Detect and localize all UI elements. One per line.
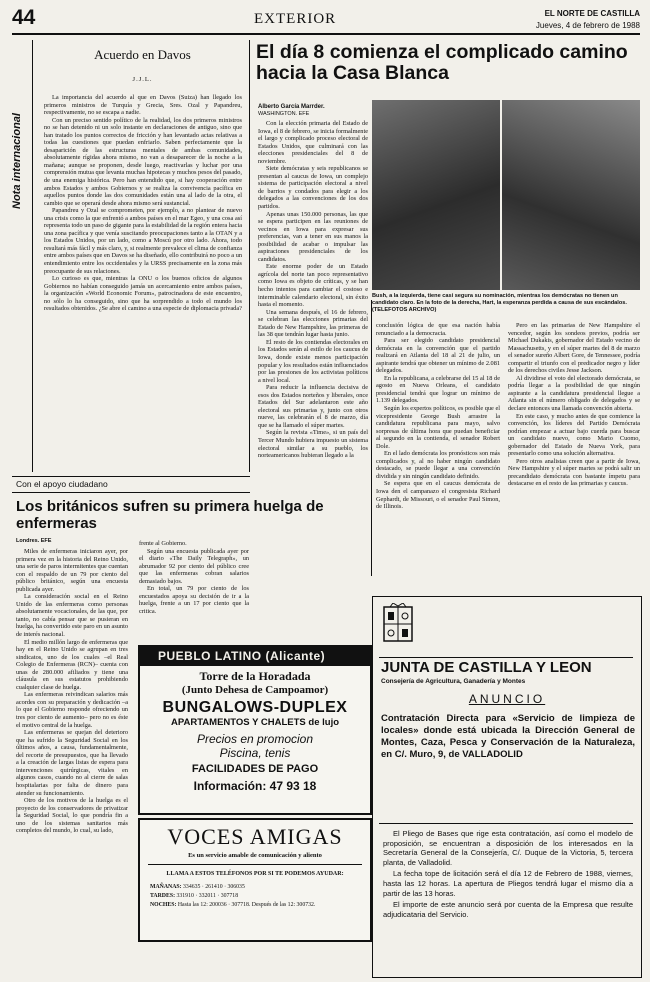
newspaper-name: EL NORTE DE CASTILLA	[544, 9, 640, 18]
pueblo-line7: FACILIDADES DE PAGO	[191, 763, 319, 775]
strike-paragraph: En total, un 79 por ciento de los encuestados apoya su decisión de ir a la huelga, frente a un 17 por ciento que la critica.	[139, 585, 249, 615]
pueblo-latino-ad	[138, 645, 372, 815]
sidebar-rule	[32, 40, 33, 472]
main-paragraph: Para ser elegido candidato presidencial demócrata en la convención que el partido realizará en Atlanta del 18 al 21 de julio, un aspirante tendrá que obtener un mínimo de 2.081 delegados.	[376, 337, 500, 375]
photo-caption: Bush, a la izquierda, tiene casi segura su nominación, mientras los demócratas no tienen un candidato claro. En la foto de la derecha, Hart, la esperanza perdida a causa de sus escándalos. (TELEFOTOS ARCHIVO)	[372, 293, 627, 313]
main-paragraph: Para reducir la influencia decisiva de esos dos Estados norteños y liberales, once Estados del Sur adelantaron este año electoral sus primarias y, junto con otros nueve, las celebrarán el 8 de marzo, día que se ha llamado el súper martes.	[258, 384, 368, 429]
main-paragraph: Con la elección primaria del Estado de Iowa, el 8 de febrero, se inicia formalmente el largo y complicado proceso electoral de Estados Unidos, que culminará con las elecciones presidenciales del 8 de noviembre.	[258, 120, 368, 165]
main-headline: El día 8 comienza el complicado camino hacia la Casa Blanca	[256, 41, 628, 84]
strike-paragraph: frente al Gobierno.	[139, 540, 187, 547]
main-paragraph: Al dividirse el voto del electorado demócrata, se podría llegar a la posibilidad de que ningún aspirante a la candidatura presidencial llegue a Atlanta sin el número obligado de delegados y se declare entonces una llamada convención abierta.	[508, 374, 640, 413]
junta-title: JUNTA DE CASTILLA Y LEON	[381, 659, 592, 676]
main-paragraph: Según la revista «Time», si un país del Tercer Mundo hubiera impuesto un sistema electoral similar a su pueblo, los norteamericanos hubieran llegado a la	[258, 429, 368, 460]
strike-kicker: Con el apoyo ciudadano	[16, 479, 108, 489]
junta-lead: Contratación Directa para «Servicio de limpieza de locales» donde está ubicada la Dirección General de Montes, Caza, Pesca y Conservación de la Naturaleza, en C/. Muro, 9, de VALLADOLID	[381, 713, 635, 760]
voces-amigas-ad	[138, 818, 372, 942]
pueblo-line2: (Junto Dehesa de Campoamor)	[181, 684, 329, 696]
column-paragraph: Papandreu y Ozal se comprometen, por ejemplo, a no plantear de nuevo una crisis como la que enfrentó a ambos países en el mar Egeo, y una cosa así representa todo un paso de gigante para la estabilidad de la región entera hacia una zona pacífica y que venía suscitando preocupaciones tanto a la OTAN y a los Estados Unidos, por un lado, como a Moscú por otro lado. Ahora, todo resultará más fácil y más claro, y, si realmente prevalece el clima de confianza entre ambos países que en Davos se ha diseñado, ello contribuirá no poco a un entendimiento entre los occidentales y la URSS precisamente en la zona más preocupante de sus relaciones.	[44, 207, 242, 275]
main-paragraph: Pero en las primarias de New Hampshire el vencedor, según los sondeos previos, podría ser Michael Dukakis, gobernador del Estado vecino de Massachusetts, y en el súper martes del 8 de marzo el senador sureño Albert Gore, de Tennessee, podría compartir el triunfo con el predicador negro y líder de los derechos civiles Jesse Jackson.	[508, 322, 640, 375]
column-paragraph: La importancia del acuerdo al que en Davos (Suiza) han llegado los primeros ministros de Turquía y Grecia, Sres. Ozal y Papandreu, respectivamente, no se escapa a nadie.	[44, 94, 242, 117]
column-title: Acuerdo en Davos	[94, 47, 191, 62]
main-dateline: WASHINGTON. EFE	[258, 111, 310, 117]
voces-row-afternoon: TARDES: 331910 · 332011 · 307718	[150, 893, 239, 899]
pueblo-line4: APARTAMENTOS Y CHALETS de lujo	[170, 717, 340, 728]
header-rule	[12, 33, 640, 35]
voces-row-morning: MAÑANAS: 334635 · 261410 · 306035	[150, 884, 245, 890]
voces-row-night: NOCHES: Hasta las 12: 200036 · 307718. Después de las 12: 300732.	[150, 902, 316, 908]
junta-paragraph: El Pliego de Bases que rige esta contratación, así como el modelo de proposición, se encuentran a disposición de los interesados en la Secretaría General de la Consejería, C/. Duque de la Victoria, 5, tercera planta, de Valladolid.	[383, 829, 633, 867]
section-title: EXTERIOR	[254, 11, 337, 27]
main-byline: Alberto García Marrder.	[258, 104, 325, 110]
bush-photo	[372, 100, 500, 290]
main-col2	[376, 322, 500, 580]
junta-title-rule	[379, 657, 633, 658]
main-col1	[258, 120, 368, 470]
strike-paragraph: Otro de los motivos de la huelga es el proyecto de los conservadores de privatizar la Seguridad Social, lo que pondría fin a uno de los sistemas sanitarios más completos del mundo, lo cual, su lado,	[16, 797, 128, 835]
strike-col2	[139, 540, 249, 640]
strike-paragraph: Miles de enfermeras iniciaron ayer, por primera vez en la historia del Reino Unido, una serie de paros intermitentes que cuentan con el respaldo de un 79 por ciento del público británico, según una encuesta publicada ayer.	[16, 548, 128, 593]
voces-phone-list	[150, 883, 370, 910]
strike-kicker-rule	[12, 492, 250, 493]
column-body	[44, 94, 242, 469]
pueblo-line6: Piscina, tenis	[219, 746, 291, 760]
main-col-divider-1	[371, 300, 372, 576]
strike-dateline: Londres. EFE	[16, 538, 52, 544]
main-paragraph: En la republicana, a celebrarse del 15 al 18 de agosto en Nueva Orleans, el candidato presidencial tendrá que lograr un mínimo de 1.139 delegados.	[376, 374, 500, 405]
strike-paragraph: La consideración social en el Reino Unido de las enfermeras como personas absolutamente vocacionales, de las que, por tanto, no cabía pensar que se pusieran en huelga, ha convertido este paro en un asunto de interés nacional.	[16, 593, 128, 639]
column-divider	[249, 40, 250, 472]
junta-subtitle: Consejería de Agricultura, Ganadería y Montes	[381, 678, 526, 685]
strike-paragraph: El medio millón largo de enfermeras que hay en el Reino Unido se agrupan en tres sindicatos, uno de los cuales –el Real Colegio de Enfermeras (RCN)– cuenta con unas de 280.000 afiliados y tiene una cláusula en sus estatutos prohibiendo cualquier clase de huelga.	[16, 638, 128, 691]
strike-paragraph: Según una encuesta publicada ayer por el diario «The Daily Telegraph», un abrumador 92 por ciento del público cree que las enfermeras cobran salarios demasiado bajos.	[139, 547, 249, 585]
column-paragraph: Con un preciso sentido político de la realidad, los dos primeros ministros no se han detenido ni un solo instante en declaraciones de antiguo, sino que han tratado los puntos correctos de fricción y han levantado actas relativas a todas las cuestiones que puedan enfriarlo. Saben perfectamente que la desaparición de las estructuras mentales de ambas comunidades, absolutamente rígidas ahora mismo, no van a desaparecer de la noche a la mañana; aunque se proponen, desde luego, reactivarlas y luchar por una comprensión mutua que levanta muchas hipotecas y muchos pesos del pasado, de una enemiga histórica. Pero han entendido que, si hay cooperación entre ambos Estados y ambos Gobiernos y se realiza la convivencia pacífica en aquellos puntos donde las dos comunidades están una al lado de la otra, el cambio que se operará desde ahora mismo será sustancial.	[44, 116, 242, 207]
main-paragraph: En este caso, y mucho antes de que comience la convención, los líderes del Partido Demócrata podrían empezar a actuar bajo cuerda para buscar un candidato nuevo, como Mario Cuomo, gobernador del Estado de Nueva York, para presentarlo como una solución alternativa.	[508, 412, 640, 458]
voces-rule	[148, 864, 362, 865]
main-col3	[508, 322, 640, 580]
main-paragraph: Una semana después, el 16 de febrero, se celebran las elecciones primarias del Estado de New Hampshire, las primeras de las 38 que tendrán lugar hasta junio.	[258, 308, 368, 339]
page-number: 44	[12, 6, 36, 29]
main-paragraph: conclusión lógica de que esa nación había renunciado a la democracia.	[376, 322, 500, 337]
main-paragraph: Apenas unas 150.000 personas, las que se espera participen en las reuniones de vecinos en Iowa para expresar sus preferencias, van a tener en sus manos la posibilidad de acabar o impulsar las aspiraciones presidenciales de los candidatos.	[258, 210, 368, 263]
strike-paragraph: Las enfermeras reivindican salarios más acordes con su preparación y dedicación –a lo que el Gobierno responde ofreciendo un tres por ciento de aumento– pero no es éste el motivo central de la huelga.	[16, 691, 128, 729]
strike-headline: Los británicos sufren su primera huelga de enfermeras	[16, 498, 324, 532]
junta-body	[383, 829, 633, 919]
pueblo-line1: Torre de la Horadada	[199, 669, 311, 683]
strike-col1	[16, 548, 128, 978]
main-paragraph: Este enorme poder de un Estado agrícola del norte tan poco representativo como Iowa es objeto de críticas, y se han hecho intentos para cambiar el costoso e interminable calendario electoral, sin éxito hasta el momento.	[258, 263, 368, 309]
main-paragraph: El resto de los contiendas electorales en los Estados serán al estilo de los caucus de Iowa, donde existe menos participación popular y los resultados están influenciados por las presiones de los activistas políticos a nivel local.	[258, 338, 368, 384]
strike-paragraph: Las enfermeras se quejan del deterioro que ha sufrido la Seguridad Social en los últimos años, a causa, fundamentalmente, del recorte de presupuestos, que ha llevado a la creación de largas listas de espera para intervenciones quirúrgicas, vitales en algunos casos, cuando no al cierre de salas hospitalarias por falta de dinero para atender su funcionamiento.	[16, 729, 128, 797]
junta-heading: ANUNCIO	[468, 692, 546, 706]
column-paragraph: Lo curioso es que, mientras la ONU o los buenos oficios de algunos Gobiernos no habían conseguido jamás un acercamiento entre ambos países, la organización «World Economic Forum», patrocinadora de este encuentro, no sólo lo ha conseguido, sino que ha sorprendido a todo el mundo los resultados obtenidos. ¿Se abre el camino a una especie de diplomacia privada?	[44, 275, 242, 313]
pueblo-line3: BUNGALOWS-DUPLEX	[162, 699, 348, 716]
main-paragraph: Siete demócratas y seis republicanos se presentan al caucus de Iowa, un complejo sistema de participación electoral a nivel de barrios y condados para elegir a los delegados a las convenciones de los dos partidos.	[258, 165, 368, 211]
voces-subtitle: Es un servicio amable de comunicación y aliento	[188, 852, 322, 859]
sidebar-label: Nota internacional	[11, 113, 23, 209]
hart-photo	[502, 100, 640, 290]
pueblo-banner: PUEBLO LATINO (Alicante)	[140, 647, 370, 666]
main-paragraph: Según los expertos políticos, es posible que el vicepresidente George Bush arrastre la candidatura republicana para mayo, salvo sorpresas de última hora que puedan beneficiar al segundo en la contienda, el senador Robert Dole.	[376, 405, 500, 450]
voces-title: VOCES AMIGAS	[167, 824, 343, 849]
pueblo-line5: Precios en promocion	[196, 732, 314, 746]
strike-top-rule	[12, 476, 250, 477]
junta-ad	[372, 596, 642, 978]
junta-body-rule	[379, 823, 633, 824]
junta-paragraph: El importe de este anuncio será por cuenta de la Empresa que resulte adjudicataria del Servicio.	[383, 900, 633, 919]
main-paragraph: En el lado demócrata los pronósticos son más complicados y, al no haber ningún candidato destacado, se puede llegar a una convención dividida y sin ningún candidato definido.	[376, 450, 500, 480]
junta-paragraph: La fecha tope de licitación será el día 12 de Febrero de 1988, viernes, hasta las 12 horas. La apertura de Pliegos tendrá lugar el mismo día a partir de las 13 horas.	[383, 869, 633, 898]
pueblo-line8: Información: 47 93 18	[193, 779, 317, 793]
voces-call: LLAMA A ESTOS TELÉFONOS POR SI TE PODEMOS AYUDAR:	[166, 871, 344, 877]
issue-date: Jueves, 4 de febrero de 1988	[535, 21, 640, 30]
column-author: J.J.L.	[132, 76, 153, 83]
main-paragraph: Pero otros analistas creen que a partir de Iowa, New Hampshire y el súper martes se podrá salir un precandidato demócrata con bastante ímpetu para destacarse en el resto de las primarias y caucus.	[508, 457, 640, 488]
coat-of-arms-icon	[381, 603, 415, 647]
main-paragraph: Se espera que en el caucus demócrata de Iowa den el campanazo el congresista Richard Gephardt, de Missouri, o el senador Paul Simon, de Illinois.	[376, 480, 500, 511]
